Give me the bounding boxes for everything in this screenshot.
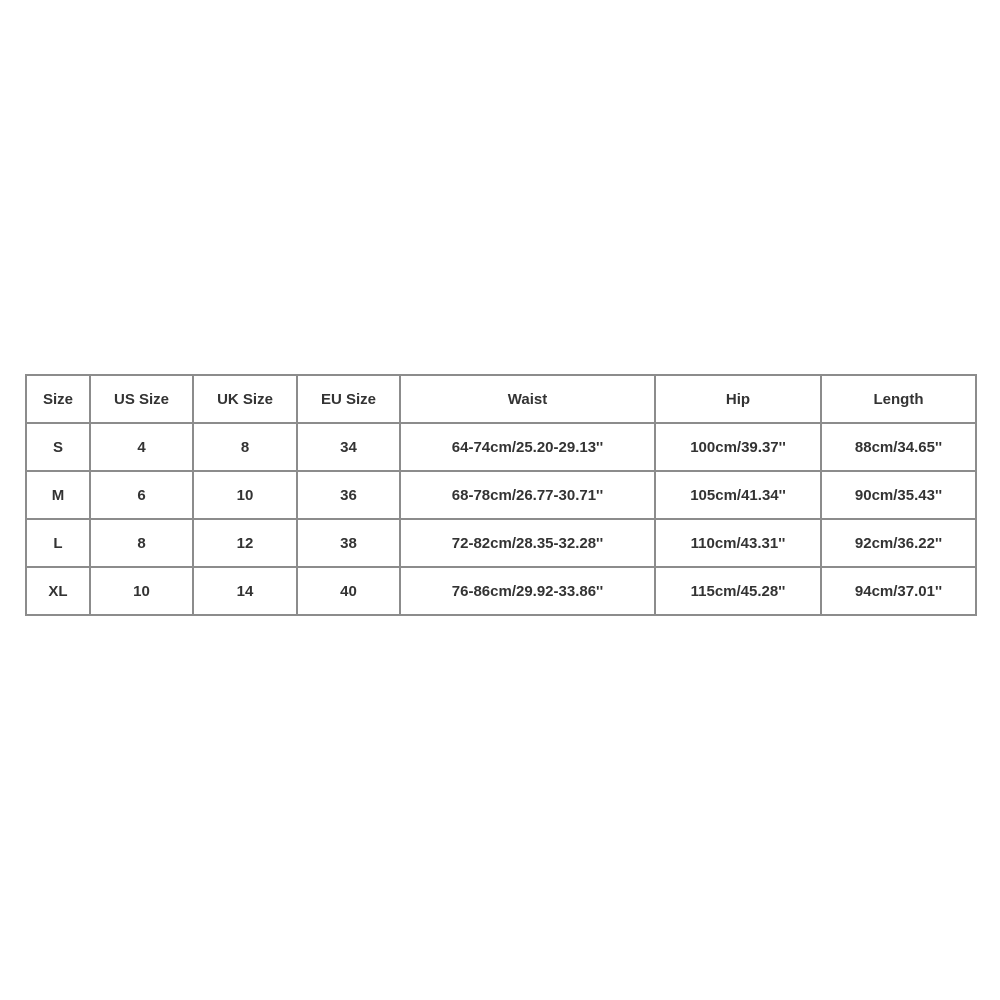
cell-eu-size: 36 <box>297 471 400 519</box>
cell-waist: 68-78cm/26.77-30.71'' <box>400 471 655 519</box>
header-length: Length <box>821 375 976 423</box>
cell-size: M <box>26 471 90 519</box>
cell-hip: 115cm/45.28'' <box>655 567 821 615</box>
cell-length: 94cm/37.01'' <box>821 567 976 615</box>
cell-uk-size: 12 <box>193 519 297 567</box>
cell-hip: 100cm/39.37'' <box>655 423 821 471</box>
cell-us-size: 8 <box>90 519 193 567</box>
header-uk-size: UK Size <box>193 375 297 423</box>
cell-uk-size: 10 <box>193 471 297 519</box>
cell-eu-size: 40 <box>297 567 400 615</box>
table-row <box>26 471 976 519</box>
cell-length: 92cm/36.22'' <box>821 519 976 567</box>
cell-uk-size: 8 <box>193 423 297 471</box>
header-waist: Waist <box>400 375 655 423</box>
cell-eu-size: 38 <box>297 519 400 567</box>
table-header-row <box>26 375 976 423</box>
cell-waist: 64-74cm/25.20-29.13'' <box>400 423 655 471</box>
cell-eu-size: 34 <box>297 423 400 471</box>
cell-uk-size: 14 <box>193 567 297 615</box>
cell-waist: 72-82cm/28.35-32.28'' <box>400 519 655 567</box>
header-hip: Hip <box>655 375 821 423</box>
cell-waist: 76-86cm/29.92-33.86'' <box>400 567 655 615</box>
header-us-size: US Size <box>90 375 193 423</box>
size-chart-table <box>25 374 977 616</box>
cell-us-size: 4 <box>90 423 193 471</box>
header-size: Size <box>26 375 90 423</box>
cell-size: XL <box>26 567 90 615</box>
table-row <box>26 519 976 567</box>
cell-length: 88cm/34.65'' <box>821 423 976 471</box>
cell-us-size: 10 <box>90 567 193 615</box>
cell-size: S <box>26 423 90 471</box>
table-row <box>26 423 976 471</box>
table-row <box>26 567 976 615</box>
header-eu-size: EU Size <box>297 375 400 423</box>
cell-us-size: 6 <box>90 471 193 519</box>
cell-length: 90cm/35.43'' <box>821 471 976 519</box>
cell-size: L <box>26 519 90 567</box>
cell-hip: 110cm/43.31'' <box>655 519 821 567</box>
cell-hip: 105cm/41.34'' <box>655 471 821 519</box>
